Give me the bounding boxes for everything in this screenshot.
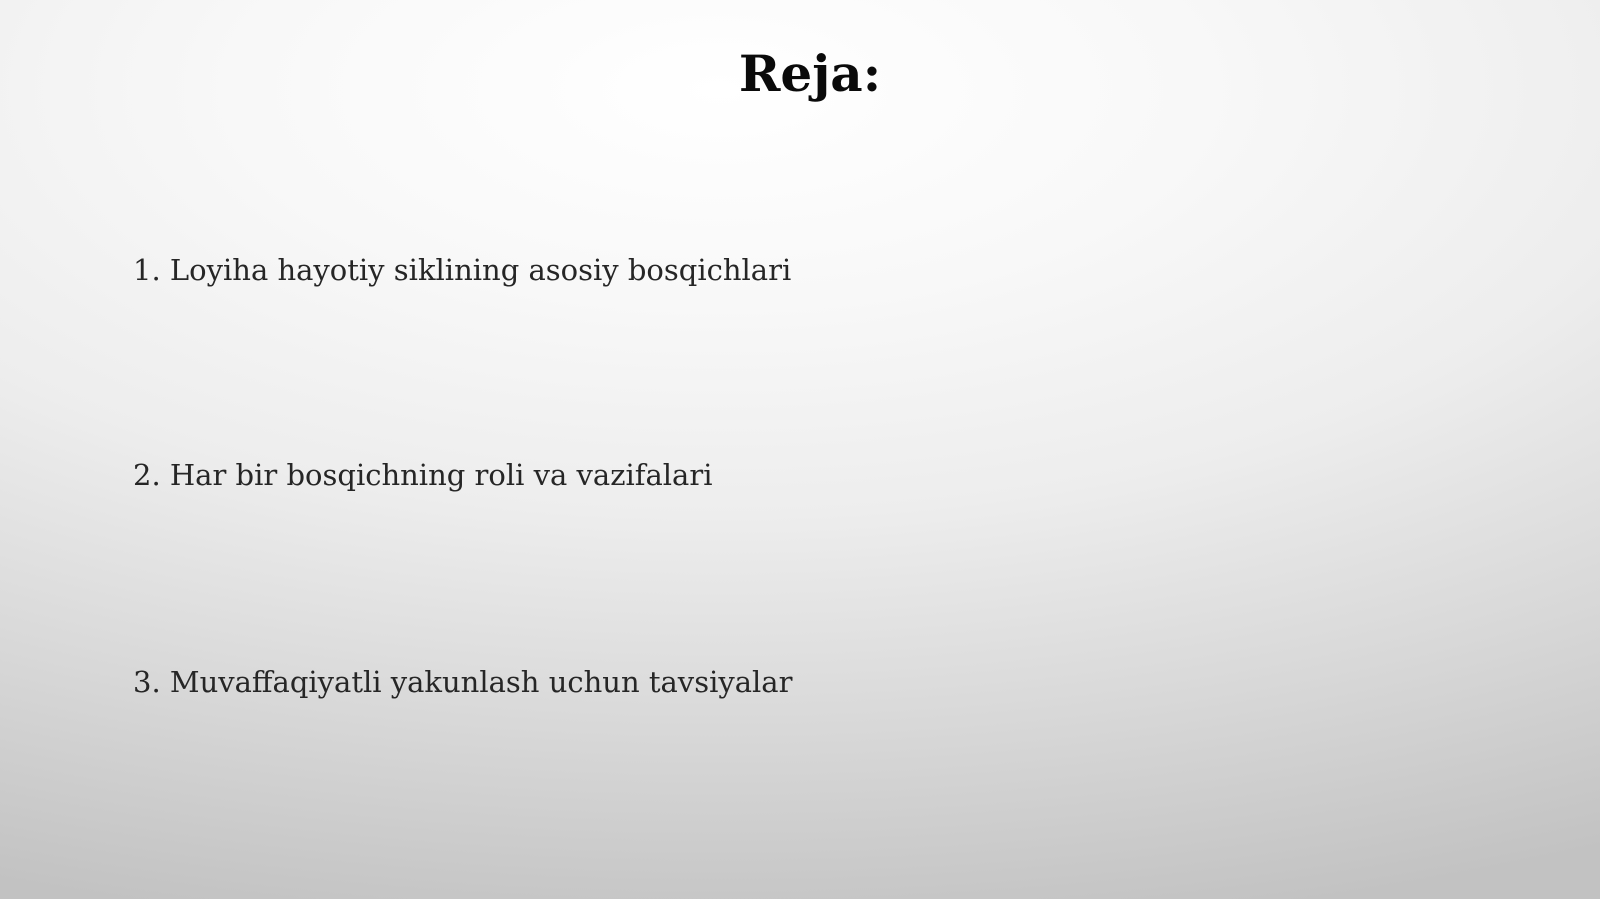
- plan-item-1: 1. Loyiha hayotiy siklining asosiy bosqichlari: [133, 253, 792, 287]
- plan-item-3: 3. Muvaffaqiyatli yakunlash uchun tavsiyalar: [133, 665, 793, 699]
- plan-item-2: 2. Har bir bosqichning roli va vazifalari: [133, 458, 713, 492]
- slide-title: Reja:: [738, 44, 882, 103]
